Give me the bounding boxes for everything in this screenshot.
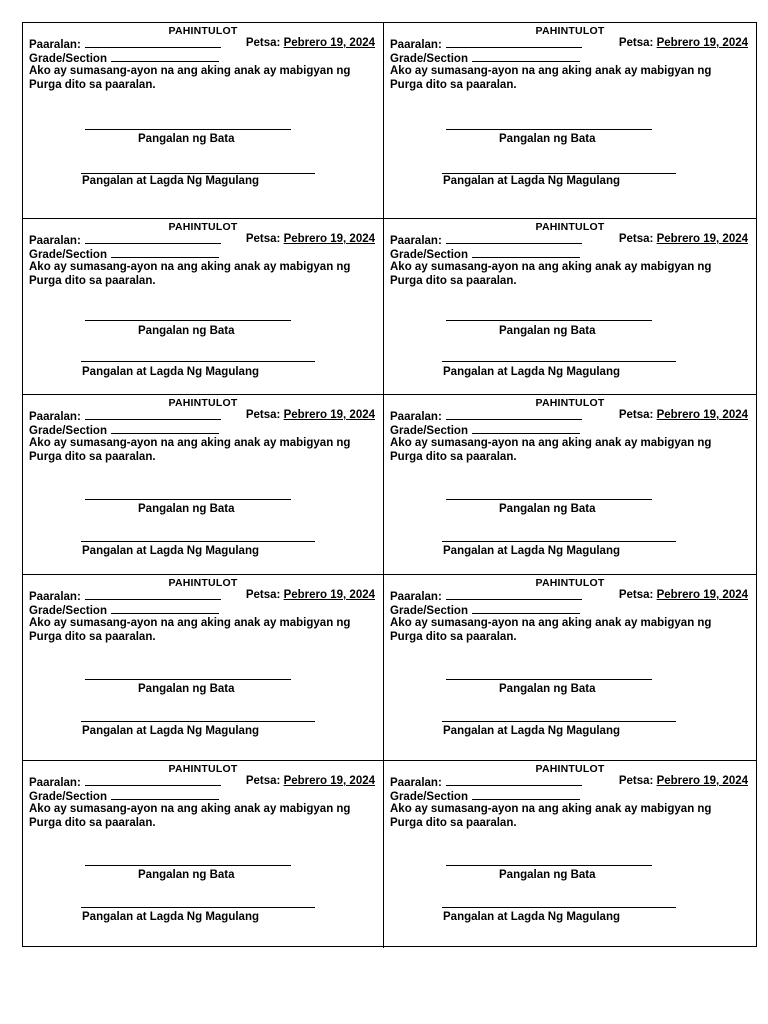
date-label: Petsa:	[245, 233, 281, 245]
parent-signature-label: Pangalan at Lagda Ng Magulang	[82, 725, 259, 737]
school-blank[interactable]	[85, 233, 221, 244]
school-label: Paaralan:	[390, 591, 442, 603]
consent-text-line-1: Ako ay sumasang-ayon na ang aking anak ay mabigyan ng	[390, 617, 712, 629]
date-value: Pebrero 19, 2024	[656, 409, 748, 421]
parent-signature-line[interactable]	[442, 907, 676, 908]
date-value: Pebrero 19, 2024	[283, 37, 375, 49]
date-label: Petsa:	[618, 589, 654, 601]
date-field	[246, 775, 375, 787]
school-blank[interactable]	[85, 589, 221, 600]
parent-signature-label: Pangalan at Lagda Ng Magulang	[443, 725, 620, 737]
school-field	[29, 37, 221, 51]
date-value: Pebrero 19, 2024	[656, 775, 748, 787]
permission-slip	[23, 23, 384, 218]
slip-row	[23, 575, 756, 761]
parent-signature-line[interactable]	[442, 541, 676, 542]
parent-signature-label: Pangalan at Lagda Ng Magulang	[82, 911, 259, 923]
consent-text-line-2: Purga dito sa paaralan.	[390, 451, 517, 463]
grade-section-blank[interactable]	[472, 603, 580, 614]
child-name-label: Pangalan ng Bata	[499, 325, 596, 337]
school-label: Paaralan:	[390, 411, 442, 423]
parent-signature-label: Pangalan at Lagda Ng Magulang	[443, 175, 620, 187]
school-field	[390, 233, 582, 247]
consent-text-line-1: Ako ay sumasang-ayon na ang aking anak ay mabigyan ng	[29, 803, 351, 815]
parent-signature-label: Pangalan at Lagda Ng Magulang	[82, 175, 259, 187]
parent-signature-label: Pangalan at Lagda Ng Magulang	[82, 366, 259, 378]
date-label: Petsa:	[618, 775, 654, 787]
consent-text-line-2: Purga dito sa paaralan.	[390, 817, 517, 829]
permission-slip	[384, 395, 756, 574]
parent-signature-label: Pangalan at Lagda Ng Magulang	[82, 545, 259, 557]
date-value: Pebrero 19, 2024	[656, 233, 748, 245]
grade-section-blank[interactable]	[111, 423, 219, 434]
school-blank[interactable]	[85, 775, 221, 786]
date-field	[619, 775, 748, 787]
school-field	[29, 589, 221, 603]
date-value: Pebrero 19, 2024	[283, 775, 375, 787]
consent-text-line-2: Purga dito sa paaralan.	[29, 451, 156, 463]
school-field	[390, 589, 582, 603]
child-name-signature-line[interactable]	[446, 320, 652, 321]
date-label: Petsa:	[618, 233, 654, 245]
slip-title: PAHINTULOT	[168, 577, 238, 589]
consent-text-line-1: Ako ay sumasang-ayon na ang aking anak ay mabigyan ng	[390, 65, 712, 77]
permission-slip	[384, 575, 756, 760]
parent-signature-line[interactable]	[81, 173, 315, 174]
permission-slip	[384, 219, 756, 394]
consent-text-line-2: Purga dito sa paaralan.	[29, 79, 156, 91]
grade-section-blank[interactable]	[111, 247, 219, 258]
grade-section-field	[29, 603, 219, 617]
grade-section-blank[interactable]	[472, 423, 580, 434]
child-name-signature-line[interactable]	[85, 679, 291, 680]
consent-text-line-1: Ako ay sumasang-ayon na ang aking anak ay mabigyan ng	[390, 437, 712, 449]
school-blank[interactable]	[446, 775, 582, 786]
date-value: Pebrero 19, 2024	[656, 37, 748, 49]
grade-section-field	[29, 423, 219, 437]
grade-section-label: Grade/Section	[390, 605, 468, 617]
consent-text-line-2: Purga dito sa paaralan.	[390, 631, 517, 643]
parent-signature-line[interactable]	[81, 361, 315, 362]
child-name-label: Pangalan ng Bata	[499, 133, 596, 145]
date-field	[619, 233, 748, 245]
grade-section-field	[29, 789, 219, 803]
parent-signature-line[interactable]	[81, 907, 315, 908]
school-label: Paaralan:	[29, 411, 81, 423]
consent-text-line-1: Ako ay sumasang-ayon na ang aking anak ay mabigyan ng	[390, 803, 712, 815]
child-name-signature-line[interactable]	[85, 499, 291, 500]
school-blank[interactable]	[85, 409, 221, 420]
consent-text-line-2: Purga dito sa paaralan.	[29, 275, 156, 287]
grade-section-field	[390, 247, 580, 261]
slip-title: PAHINTULOT	[535, 25, 605, 37]
permission-slip	[23, 395, 384, 574]
school-blank[interactable]	[446, 409, 582, 420]
child-name-signature-line[interactable]	[446, 865, 652, 866]
school-field	[29, 775, 221, 789]
grade-section-label: Grade/Section	[390, 425, 468, 437]
child-name-label: Pangalan ng Bata	[138, 325, 235, 337]
child-name-label: Pangalan ng Bata	[138, 683, 235, 695]
child-name-label: Pangalan ng Bata	[499, 683, 596, 695]
date-field	[619, 589, 748, 601]
date-value: Pebrero 19, 2024	[283, 409, 375, 421]
child-name-label: Pangalan ng Bata	[138, 133, 235, 145]
grade-section-field	[29, 247, 219, 261]
school-label: Paaralan:	[29, 235, 81, 247]
grade-section-label: Grade/Section	[29, 791, 107, 803]
permission-slip	[23, 219, 384, 394]
date-label: Petsa:	[245, 775, 281, 787]
grade-section-label: Grade/Section	[29, 249, 107, 261]
parent-signature-label: Pangalan at Lagda Ng Magulang	[443, 911, 620, 923]
date-label: Petsa:	[618, 37, 654, 49]
school-blank[interactable]	[446, 37, 582, 48]
date-label: Petsa:	[618, 409, 654, 421]
school-field	[390, 775, 582, 789]
date-field	[246, 37, 375, 49]
child-name-signature-line[interactable]	[85, 865, 291, 866]
grade-section-label: Grade/Section	[29, 53, 107, 65]
date-field	[246, 589, 375, 601]
date-label: Petsa:	[245, 37, 281, 49]
slip-title: PAHINTULOT	[535, 397, 605, 409]
school-field	[390, 409, 582, 423]
consent-text-line-2: Purga dito sa paaralan.	[390, 275, 517, 287]
slip-row	[23, 761, 756, 948]
school-label: Paaralan:	[29, 777, 81, 789]
grade-section-field	[390, 51, 580, 65]
date-label: Petsa:	[245, 409, 281, 421]
school-label: Paaralan:	[390, 777, 442, 789]
date-value: Pebrero 19, 2024	[283, 589, 375, 601]
slip-title: PAHINTULOT	[168, 397, 238, 409]
grade-section-field	[390, 423, 580, 437]
child-name-signature-line[interactable]	[85, 129, 291, 130]
child-name-label: Pangalan ng Bata	[499, 503, 596, 515]
grade-section-blank[interactable]	[472, 789, 580, 800]
school-label: Paaralan:	[29, 591, 81, 603]
school-field	[29, 233, 221, 247]
consent-text-line-2: Purga dito sa paaralan.	[29, 631, 156, 643]
date-value: Pebrero 19, 2024	[656, 589, 748, 601]
consent-text-line-2: Purga dito sa paaralan.	[390, 79, 517, 91]
parent-signature-line[interactable]	[81, 721, 315, 722]
consent-text-line-1: Ako ay sumasang-ayon na ang aking anak ay mabigyan ng	[29, 437, 351, 449]
slip-row	[23, 395, 756, 575]
child-name-signature-line[interactable]	[85, 320, 291, 321]
permission-slip	[384, 761, 756, 948]
date-value: Pebrero 19, 2024	[283, 233, 375, 245]
slip-title: PAHINTULOT	[168, 221, 238, 233]
child-name-signature-line[interactable]	[446, 679, 652, 680]
child-name-label: Pangalan ng Bata	[138, 869, 235, 881]
date-label: Petsa:	[245, 589, 281, 601]
slip-title: PAHINTULOT	[168, 763, 238, 775]
grade-section-label: Grade/Section	[29, 425, 107, 437]
slip-title: PAHINTULOT	[535, 763, 605, 775]
grade-section-blank[interactable]	[472, 247, 580, 258]
grade-section-blank[interactable]	[111, 51, 219, 62]
permission-slip-sheet	[22, 22, 757, 947]
school-label: Paaralan:	[390, 235, 442, 247]
slip-title: PAHINTULOT	[535, 221, 605, 233]
date-field	[246, 233, 375, 245]
grade-section-field	[390, 789, 580, 803]
permission-slip	[23, 575, 384, 760]
grade-section-blank[interactable]	[111, 789, 219, 800]
school-label: Paaralan:	[29, 39, 81, 51]
child-name-signature-line[interactable]	[446, 129, 652, 130]
consent-text-line-1: Ako ay sumasang-ayon na ang aking anak ay mabigyan ng	[29, 617, 351, 629]
school-blank[interactable]	[446, 589, 582, 600]
parent-signature-line[interactable]	[442, 721, 676, 722]
date-field	[619, 37, 748, 49]
grade-section-label: Grade/Section	[390, 53, 468, 65]
slip-title: PAHINTULOT	[168, 25, 238, 37]
consent-text-line-1: Ako ay sumasang-ayon na ang aking anak ay mabigyan ng	[29, 65, 351, 77]
grade-section-field	[29, 51, 219, 65]
grade-section-label: Grade/Section	[390, 791, 468, 803]
school-label: Paaralan:	[390, 39, 442, 51]
parent-signature-line[interactable]	[81, 541, 315, 542]
school-blank[interactable]	[85, 37, 221, 48]
date-field	[619, 409, 748, 421]
school-field	[29, 409, 221, 423]
parent-signature-label: Pangalan at Lagda Ng Magulang	[443, 366, 620, 378]
child-name-label: Pangalan ng Bata	[138, 503, 235, 515]
school-field	[390, 37, 582, 51]
slip-row	[23, 219, 756, 395]
parent-signature-label: Pangalan at Lagda Ng Magulang	[443, 545, 620, 557]
grade-section-field	[390, 603, 580, 617]
grade-section-blank[interactable]	[472, 51, 580, 62]
consent-text-line-1: Ako ay sumasang-ayon na ang aking anak ay mabigyan ng	[29, 261, 351, 273]
parent-signature-line[interactable]	[442, 173, 676, 174]
grade-section-label: Grade/Section	[29, 605, 107, 617]
child-name-signature-line[interactable]	[446, 499, 652, 500]
slip-row	[23, 23, 756, 219]
child-name-label: Pangalan ng Bata	[499, 869, 596, 881]
slip-title: PAHINTULOT	[535, 577, 605, 589]
grade-section-blank[interactable]	[111, 603, 219, 614]
date-field	[246, 409, 375, 421]
school-blank[interactable]	[446, 233, 582, 244]
parent-signature-line[interactable]	[442, 361, 676, 362]
consent-text-line-1: Ako ay sumasang-ayon na ang aking anak ay mabigyan ng	[390, 261, 712, 273]
permission-slip	[384, 23, 756, 218]
consent-text-line-2: Purga dito sa paaralan.	[29, 817, 156, 829]
grade-section-label: Grade/Section	[390, 249, 468, 261]
permission-slip	[23, 761, 384, 948]
